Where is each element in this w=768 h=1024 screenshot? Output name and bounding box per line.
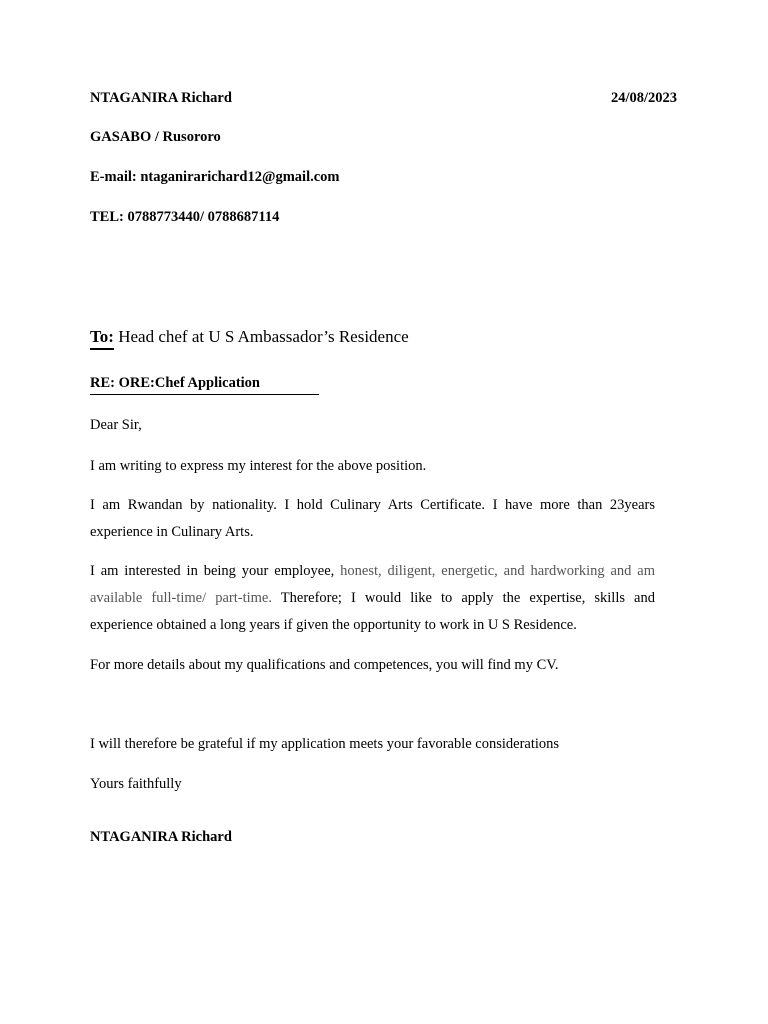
subject-line: RE: ORE:Chef Application xyxy=(90,375,260,391)
sender-phone: TEL: 0788773440/ 0788687114 xyxy=(90,209,280,225)
paragraph-interest-start: I am interested in being your employee, xyxy=(90,563,341,579)
sender-email: E-mail: ntaganirarichard12@gmail.com xyxy=(90,169,340,185)
recipient-line xyxy=(90,327,409,347)
paragraph-gratitude: I will therefore be grateful if my application meets your favorable considerations xyxy=(90,736,560,752)
recipient-label: To: xyxy=(90,327,114,346)
closing: Yours faithfully xyxy=(90,776,182,792)
letter-date: 24/08/2023 xyxy=(610,90,677,106)
recipient-text: Head chef at U S Ambassador’s Residence xyxy=(113,327,409,346)
sender-name: NTAGANIRA Richard xyxy=(90,90,232,106)
paragraph-interest xyxy=(90,558,655,639)
paragraph-background: I am Rwandan by nationality. I hold Culinary Arts Certificate. I have more than 23years experience in Culinary Arts. xyxy=(90,497,655,540)
paragraph-interest-qualities: honest, diligent, energetic, and hardworking and am available full-time/ part-time. xyxy=(90,563,656,606)
paragraph-intro: I am writing to express my interest for the above position. xyxy=(90,458,427,474)
salutation: Dear Sir, xyxy=(90,417,142,433)
sender-location: GASABO / Rusororo xyxy=(90,129,221,145)
paragraph-interest-end: Therefore; I would like to apply the expertise, skills and experience obtained a long years if given the opportunity to work in U S Residence. xyxy=(90,590,655,633)
signature-name: NTAGANIRA Richard xyxy=(90,829,232,845)
subject-underline xyxy=(90,394,319,395)
paragraph-cv: For more details about my qualifications and competences, you will find my CV. xyxy=(90,657,559,673)
